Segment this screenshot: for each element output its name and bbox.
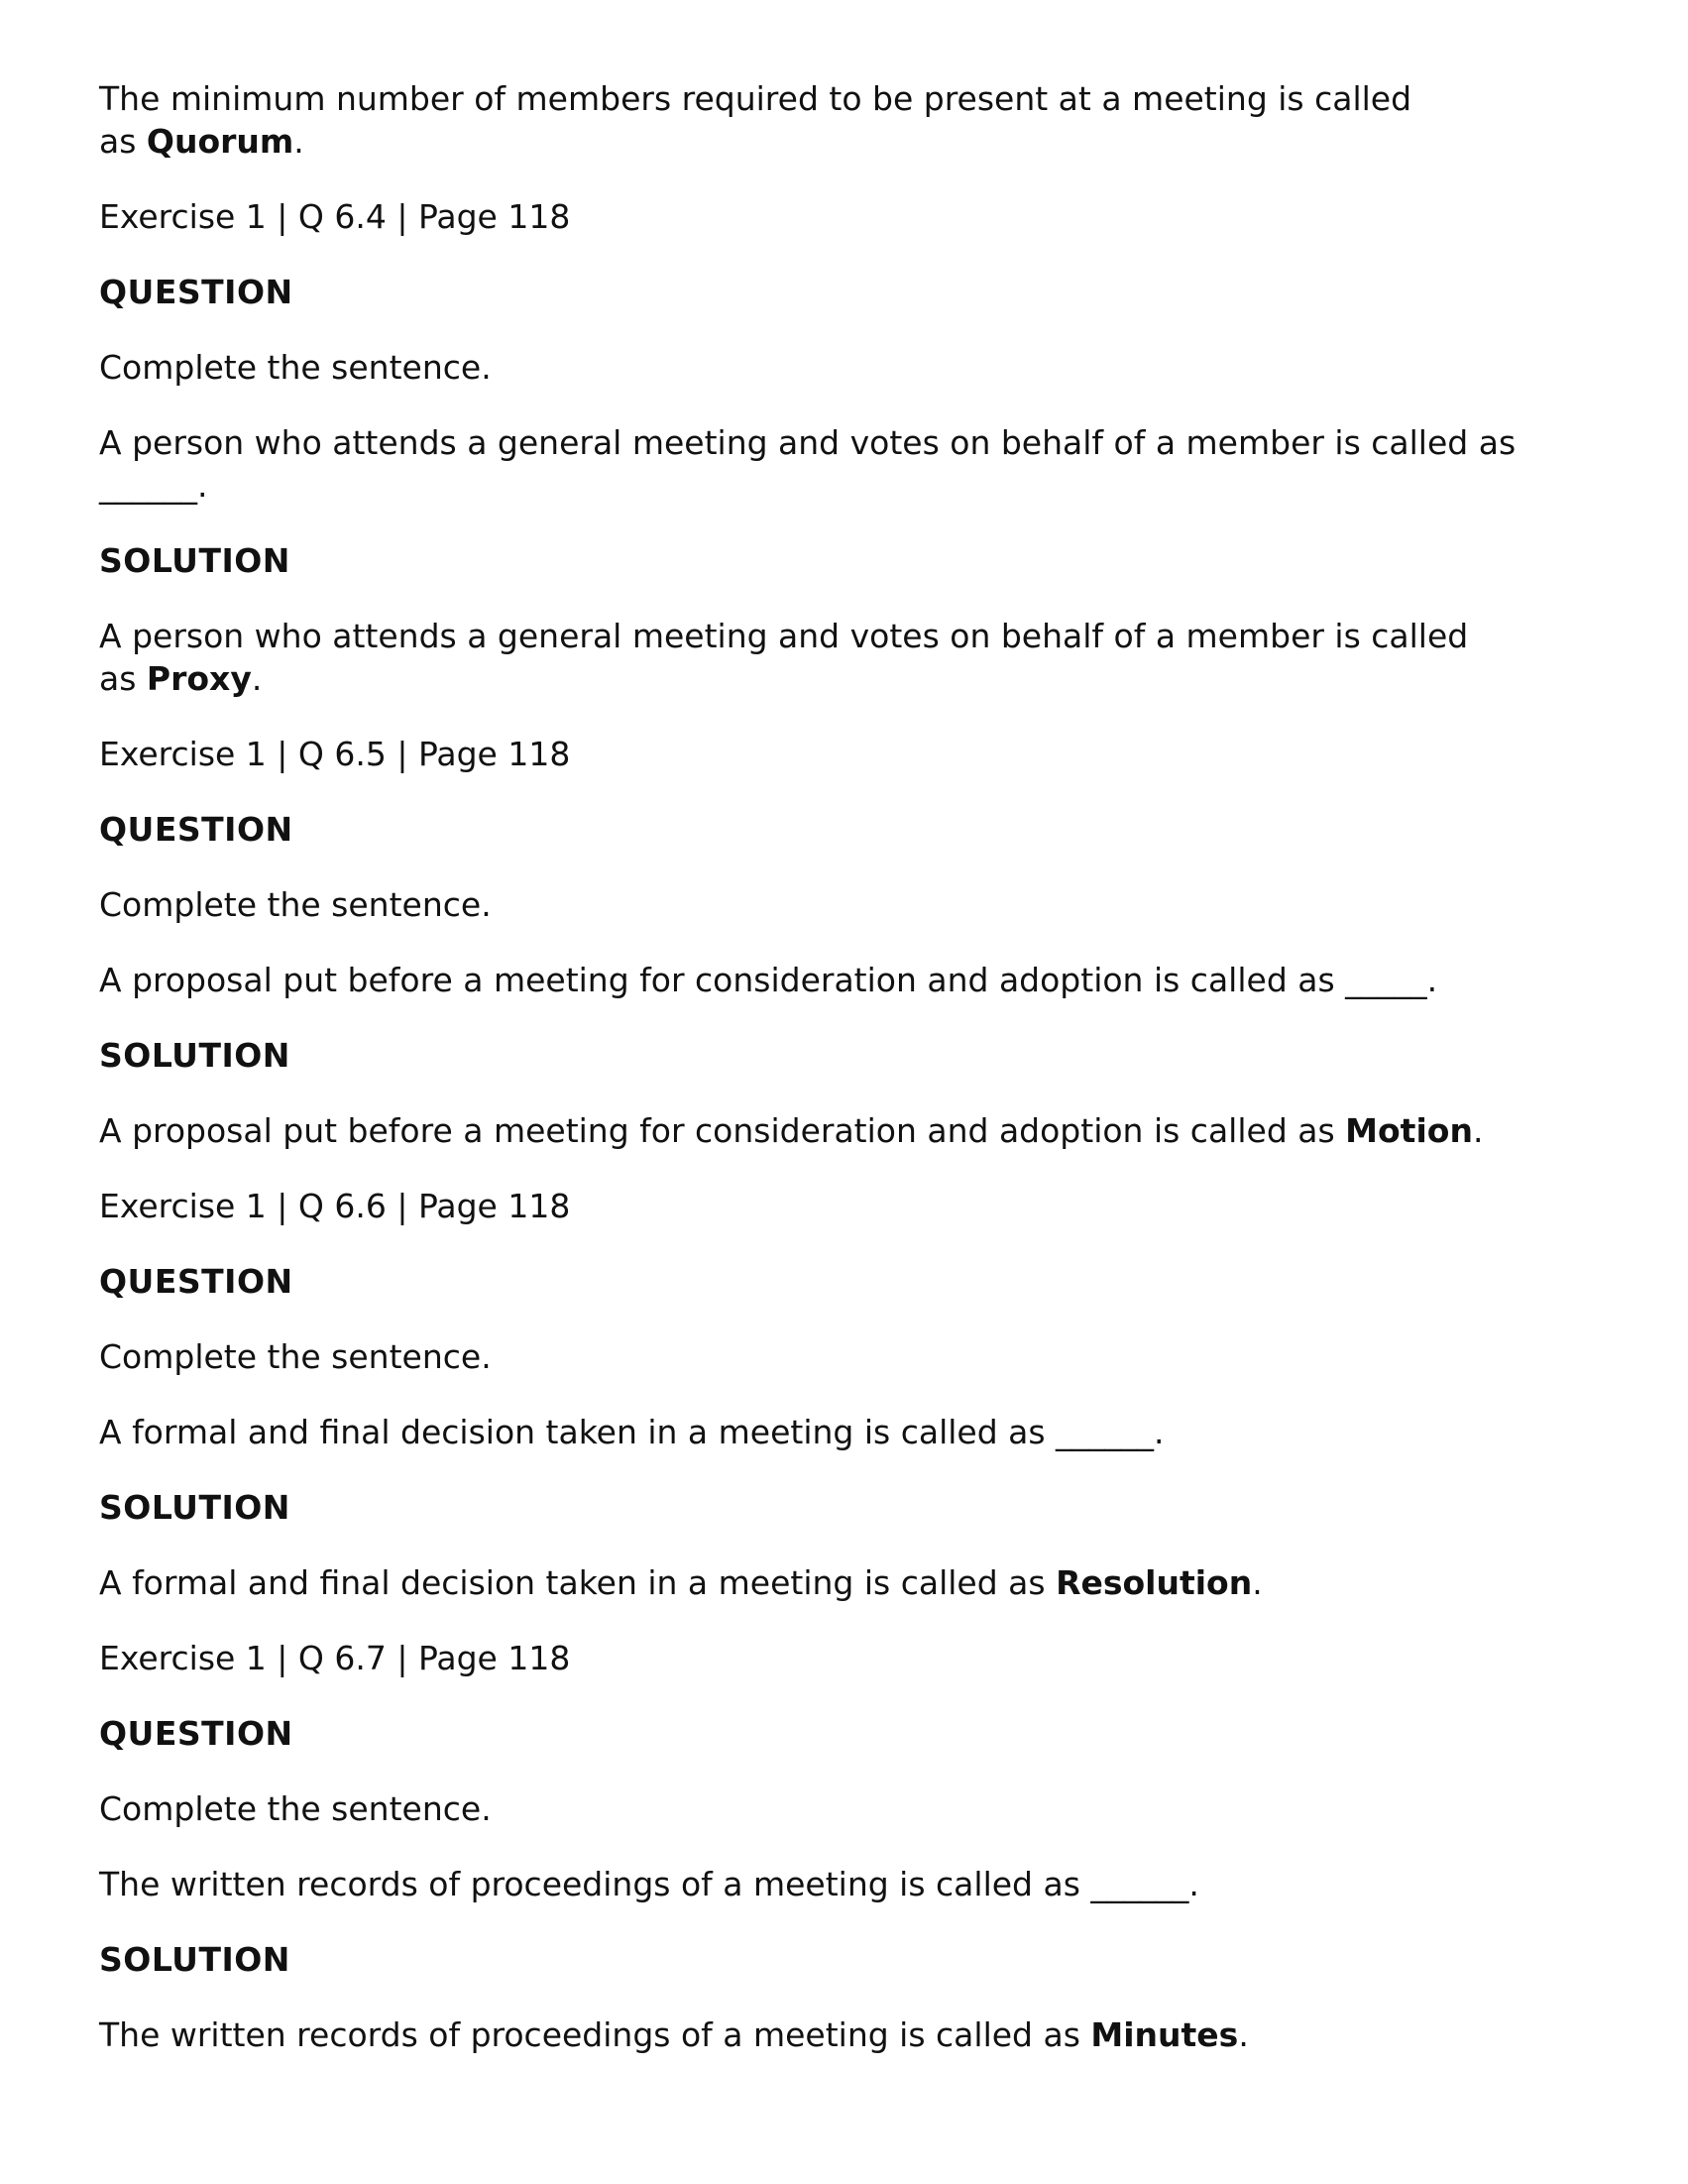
question-instruction: Complete the sentence. bbox=[99, 1337, 492, 1376]
question-text: The written records of proceedings of a meeting is called as ______. bbox=[99, 1865, 1199, 1903]
question-heading: QUESTION bbox=[99, 810, 293, 849]
solution-prefix: as bbox=[99, 122, 147, 161]
answer-suffix: . bbox=[1472, 1111, 1484, 1150]
question-line: ______. bbox=[99, 466, 208, 505]
solution-line bbox=[99, 657, 1586, 700]
question-instruction: Complete the sentence. bbox=[99, 348, 492, 387]
answer-text: Quorum bbox=[146, 122, 294, 161]
question-heading: QUESTION bbox=[99, 1262, 293, 1301]
answer-text: Minutes bbox=[1090, 2015, 1239, 2054]
question-text: A formal and final decision taken in a meeting is called as ______. bbox=[99, 1413, 1165, 1451]
exercise-reference: Exercise 1 | Q 6.6 | Page 118 bbox=[99, 1187, 571, 1225]
question-heading: QUESTION bbox=[99, 273, 293, 311]
answer-text: Proxy bbox=[146, 659, 252, 698]
solution-text-quorum bbox=[99, 77, 1586, 163]
question-heading: QUESTION bbox=[99, 1714, 293, 1753]
question-instruction: Complete the sentence. bbox=[99, 1789, 492, 1828]
exercise-reference: Exercise 1 | Q 6.4 | Page 118 bbox=[99, 197, 571, 236]
solution-line: A person who attends a general meeting and votes on behalf of a member is called bbox=[99, 617, 1469, 655]
answer-suffix: . bbox=[251, 659, 263, 698]
solution-text bbox=[99, 615, 1586, 700]
solution-line: The minimum number of members required to be present at a meeting is called bbox=[99, 79, 1412, 118]
question-instruction: Complete the sentence. bbox=[99, 885, 492, 924]
solution-heading: SOLUTION bbox=[99, 1488, 290, 1527]
exercise-reference: Exercise 1 | Q 6.5 | Page 118 bbox=[99, 735, 571, 773]
document-page bbox=[99, 77, 1586, 2089]
exercise-reference: Exercise 1 | Q 6.7 | Page 118 bbox=[99, 1639, 571, 1677]
solution-text bbox=[99, 1561, 1586, 1604]
answer-suffix: . bbox=[1252, 1563, 1263, 1602]
solution-line bbox=[99, 120, 1586, 163]
solution-prefix: The written records of proceedings of a meeting is called as bbox=[99, 2015, 1091, 2054]
solution-text bbox=[99, 1109, 1586, 1152]
answer-suffix: . bbox=[1238, 2015, 1249, 2054]
question-line: A person who attends a general meeting and votes on behalf of a member is called as bbox=[99, 423, 1517, 462]
solution-text bbox=[99, 2013, 1586, 2056]
solution-prefix: A formal and final decision taken in a meeting is called as bbox=[99, 1563, 1057, 1602]
solution-prefix: as bbox=[99, 659, 147, 698]
answer-text: Resolution bbox=[1056, 1563, 1253, 1602]
solution-prefix: A proposal put before a meeting for consideration and adoption is called as bbox=[99, 1111, 1346, 1150]
answer-text: Motion bbox=[1345, 1111, 1473, 1150]
solution-heading: SOLUTION bbox=[99, 541, 290, 580]
solution-heading: SOLUTION bbox=[99, 1036, 290, 1075]
solution-heading: SOLUTION bbox=[99, 1940, 290, 1979]
question-text bbox=[99, 421, 1586, 507]
answer-suffix: . bbox=[293, 122, 304, 161]
question-text: A proposal put before a meeting for consideration and adoption is called as _____. bbox=[99, 961, 1438, 999]
